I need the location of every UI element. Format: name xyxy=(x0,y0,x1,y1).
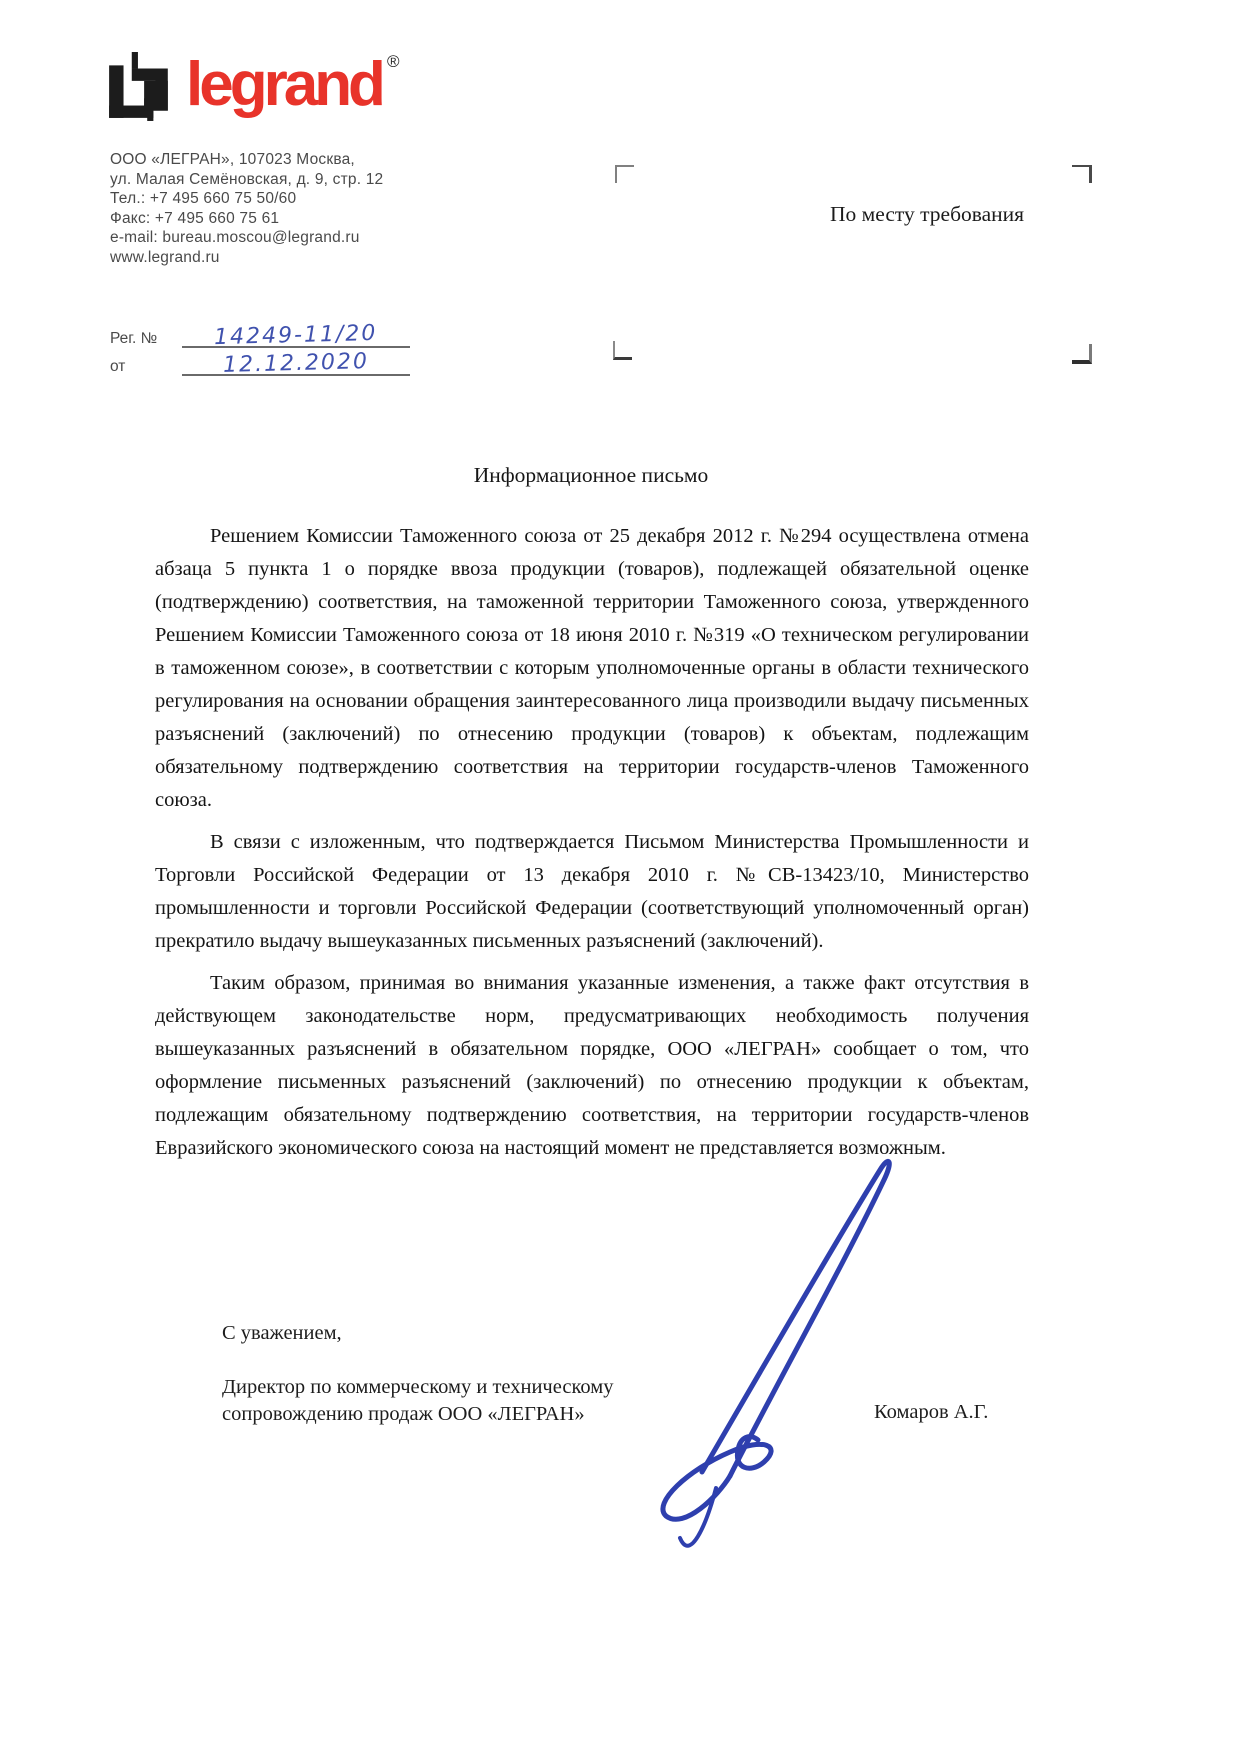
date-line xyxy=(182,350,410,376)
company-name-line: ООО «ЛЕГРАН», 107023 Москва, xyxy=(110,151,355,168)
company-phone-line: Тел.: +7 495 660 75 50/60 xyxy=(110,190,297,207)
company-street-line: ул. Малая Семёновская, д. 9, стр. 12 xyxy=(110,170,384,188)
letter-paragraph: В связи с изложенным, что подтверждается Письмом Министерства Промышленности и Торговли Российской Федерации от 13 декабря 2010 г. №СВ-13423/10, Министерство промышленности и торговли Российской Федерации (соответствующий уполномоченный орган) прекратило выдачу вышеуказанных письменных разъяснений (заключений). xyxy=(155,831,1029,952)
letter-paragraph: Таким образом, принимая во внимания указанные изменения, а также факт отсутствия в действующем законодательстве норм, предусматривающих необходимость получения вышеуказанных разъяснений в обязательном порядке, ООО «ЛЕГРАН» сообщает о том, что оформление письменных разъяснений (заключений) по отнесению продукции к объектам, подлежащим обязательному подтверждению соответствия, на территории государств-членов Евразийского экономического союза на настоящий момент не представляется возможным. xyxy=(155,972,1029,1159)
crop-mark-top-left-icon xyxy=(615,165,634,183)
company-address-block xyxy=(110,150,383,267)
company-fax-line: Факс: +7 495 660 75 61 xyxy=(110,209,280,227)
letter-title: Информационное письмо xyxy=(473,463,709,487)
handwritten-signature-icon xyxy=(632,1140,942,1560)
date-handwritten-value: 12.12.2020 xyxy=(222,349,370,378)
date-label: от xyxy=(110,358,126,375)
signer-name: Комаров А.Г. xyxy=(874,1401,989,1423)
reg-number-handwritten-value: 14249-11/20 xyxy=(214,320,378,351)
legrand-logo xyxy=(108,52,399,122)
reg-number-label: Рег. № xyxy=(110,330,158,347)
signer-position-line2: сопровождению продаж ООО «ЛЕГРАН» xyxy=(222,1403,585,1425)
letter-date-row xyxy=(110,350,410,376)
reg-number-line xyxy=(182,320,410,351)
company-email-line: e-mail: bureau.moscou@legrand.ru xyxy=(110,229,360,246)
closing-salutation: С уважением, xyxy=(222,1322,342,1344)
crop-mark-bottom-right-icon xyxy=(1072,344,1092,364)
crop-mark-bottom-left-icon xyxy=(613,341,632,360)
crop-mark-top-right-icon xyxy=(1072,165,1092,183)
signer-position xyxy=(222,1374,613,1428)
legrand-logo-icon xyxy=(108,52,172,122)
registration-number-row xyxy=(110,320,410,351)
legrand-wordmark: legrand xyxy=(186,50,382,119)
company-website-line: www.legrand.ru xyxy=(110,248,220,266)
signer-position-line1: Директор по коммерческому и техническому xyxy=(222,1376,614,1398)
recipient-line: По месту требования xyxy=(830,202,1025,226)
registered-trademark-symbol: ® xyxy=(386,52,400,71)
letter-body xyxy=(155,520,1029,1174)
letter-paragraph: Решением Комиссии Таможенного союза от 25 декабря 2012 г. №294 осуществлена отмена абзаца 5 пункта 1 о порядке ввоза продукции (товаров), подлежащей обязательной оценке (подтверждению) соответствия, на таможенной территории Таможенного союза, утвержденного Решением Комиссии Таможенного союза от 18 июня 2010 г. №319 «О техническом регулировании в таможенном союзе», в соответствии с которым уполномоченные органы в области технического регулирования на основании обращения заинтересованного лица производили выдачу письменных разъяснений (заключений) по отнесению продукции (товаров) к объектам, подлежащим обязательному подтверждению соответствия на территории государств-членов Таможенного союза. xyxy=(155,525,1029,811)
